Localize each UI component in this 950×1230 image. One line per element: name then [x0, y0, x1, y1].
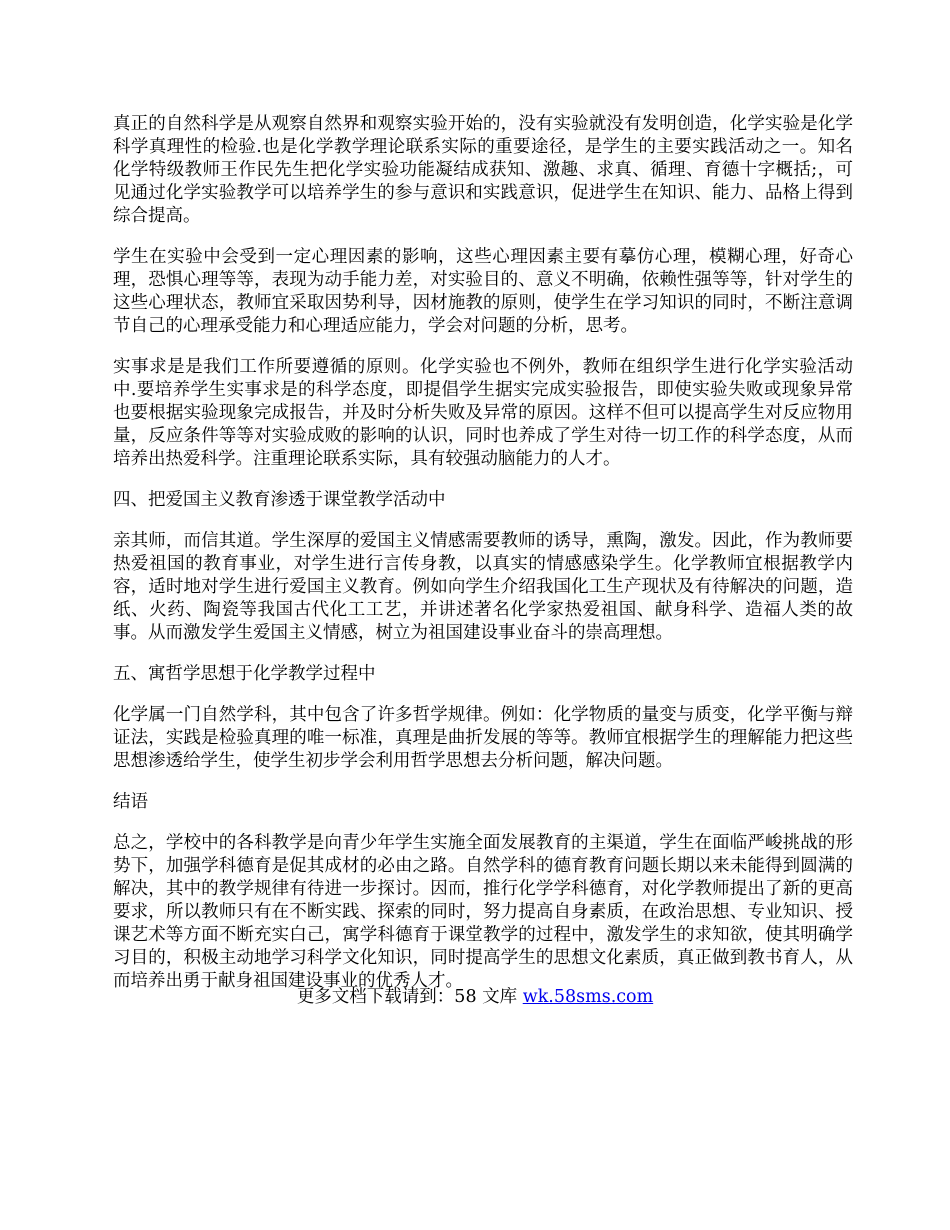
paragraph-philosophy: 化学属一门自然学科，其中包含了许多哲学规律。例如：化学物质的量变与质变，化学平衡与辩证法，实践是检验真理的唯一标准，真理是曲折发展的等等。教师宜根据学生的理解能力把这些思想渗透给学生，使学生初步学会利用哲学思想去分析问题，解决问题。: [113, 705, 853, 771]
paragraph-seek-truth: 实事求是是我们工作所要遵循的原则。化学实验也不例外，教师在组织学生进行化学实验活动中.要培养学生实事求是的科学态度，即提倡学生据实完成实验报告，即使实验失败或现象异常也要根据实验现象完成报告，并及时分析失败及异常的原因。这样不但可以提高学生对反应物用量，反应条件等等对实验成败的影响的认识，同时也养成了学生对待一切工作的科学态度，从而培养出热爱科学。注重理论联系实际，具有较强动脑能力的人才。: [113, 357, 853, 469]
document-body: [113, 113, 853, 1011]
footer-link[interactable]: wk.58sms.com: [522, 987, 654, 1007]
paragraph-conclusion: 总之，学校中的各科教学是向青少年学生实施全面发展教育的主渠道，学生在面临严峻挑战的形势下，加强学科德育是促其成材的必由之路。自然学科的德育教育问题长期以来未能得到圆满的解决，其中的教学规律有待进一步探讨。因而，推行化学学科德育，对化学教师提出了新的更高要求，所以教师只有在不断实践、探索的同时，努力提高自身素质，在政治思想、专业知识、授课艺术等方面不断充实白己，寓学科德育于课堂教学的过程中，激发学生的求知欲，使其明确学习目的，积极主动地学习科学文化知识，同时提高学生的思想文化素质，真正做到教书育人，从而培养出勇于献身祖国建设事业的优秀人才。: [113, 833, 853, 991]
paragraph-patriotism: 亲其师，而信其道。学生深厚的爱国主义情感需要教师的诱导，熏陶，激发。因此，作为教师要热爱祖国的教育事业，对学生进行言传身教，以真实的情感感染学生。化学教师宜根据教学内容，适时地对学生进行爱国主义教育。例如向学生介绍我国化工生产现状及有待解决的问题，造纸、火药、陶瓷等我国古代化工工艺，并讲述著名化学家热爱祖国、献身科学、造福人类的故事。从而激发学生爱国主义情感，树立为祖国建设事业奋斗的崇高理想。: [113, 531, 853, 643]
download-footer: [0, 986, 950, 1009]
paragraph-student-psychology: 学生在实验中会受到一定心理因素的影响，这些心理因素主要有摹仿心理，模糊心理，好奇心理，恐惧心理等等，表现为动手能力差，对实验目的、意义不明确，依赖性强等等，针对学生的这些心理状态，教师宜采取因势利导，因材施教的原则，使学生在学习知识的同时，不断注意调节自己的心理承受能力和心理适应能力，学会对问题的分析，思考。: [113, 247, 853, 336]
paragraph-experiment-intro: 真正的自然科学是从观察自然界和观察实验开始的，没有实验就没有发明创造，化学实验是化学科学真理性的检验.也是化学教学理论联系实际的重要途径，是学生的主要实践活动之一。知名化学特级教师王作民先生把化学实验功能凝结成获知、激趣、求真、循理、育德十字概括;，可见通过化学实验教学可以培养学生的参与意识和实践意识，促进学生在知识、能力、品格上得到综合提高。: [113, 114, 853, 226]
section-heading-patriotism: 四、把爱国主义教育渗透于课堂教学活动中: [113, 490, 446, 510]
footer-text: 更多文档下载请到：58 文库: [296, 987, 523, 1007]
section-heading-conclusion: 结语: [113, 792, 148, 812]
section-heading-philosophy: 五、寓哲学思想于化学教学过程中: [113, 664, 376, 684]
